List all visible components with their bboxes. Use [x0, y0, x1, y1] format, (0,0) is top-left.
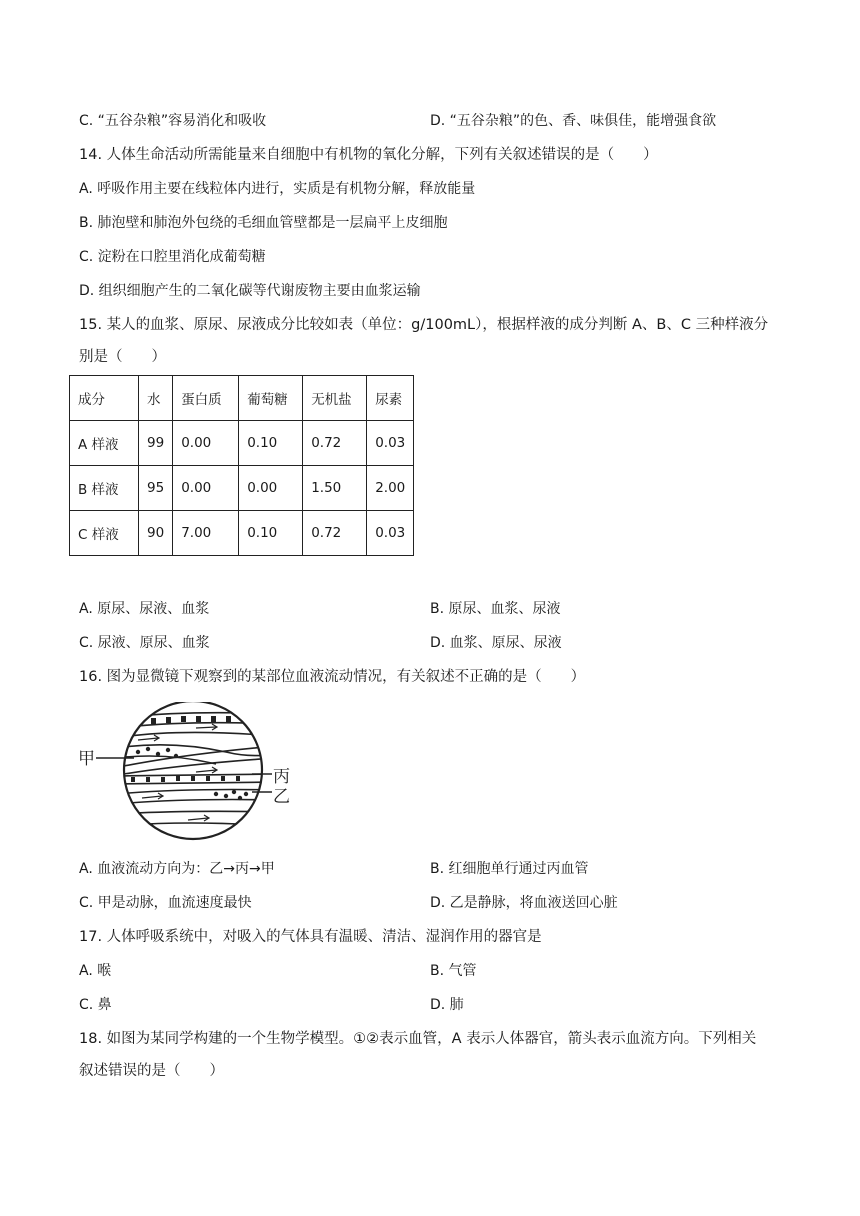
q15-option-b: B. 原尿、血浆、尿液: [430, 601, 561, 617]
q17-option-a: A. 喉: [79, 963, 112, 979]
table-cell: 0.72: [303, 511, 367, 556]
table-cell: C 样液: [70, 511, 139, 556]
q14-option-a: A. 呼吸作用主要在线粒体内进行，实质是有机物分解，释放能量: [79, 181, 476, 197]
table-cell: 1.50: [303, 466, 367, 511]
table-cell: 0.72: [303, 421, 367, 466]
q13-option-c: C. “五谷杂粮”容易消化和吸收: [79, 113, 267, 129]
table-cell: 0.00: [173, 466, 239, 511]
table-cell: 7.00: [173, 511, 239, 556]
table-header-cell: 无机盐: [303, 376, 367, 421]
table-cell: 0.10: [239, 511, 303, 556]
q14-option-b: B. 肺泡壁和肺泡外包绕的毛细血管壁都是一层扁平上皮细胞: [79, 215, 448, 231]
q16-option-b: B. 红细胞单行通过丙血管: [430, 861, 589, 877]
q18-stem-line2: 叙述错误的是（ ）: [79, 1063, 224, 1079]
table-header-cell: 葡萄糖: [239, 376, 303, 421]
q16-stem: 16. 图为显微镜下观察到的某部位血液流动情况，有关叙述不正确的是（ ）: [79, 669, 586, 685]
table-row: [70, 421, 414, 466]
q15-stem-line2: 别是（ ）: [79, 349, 166, 365]
q14-stem: 14. 人体生命活动所需能量来自细胞中有机物的氧化分解，下列有关叙述错误的是（ ）: [79, 147, 658, 163]
table-header-cell: 尿素: [367, 376, 414, 421]
q15-option-d: D. 血浆、原尿、尿液: [430, 635, 562, 651]
figure-label-jia: 甲: [78, 749, 95, 769]
figure-label-bing: 丙: [273, 767, 290, 787]
table-row: [70, 511, 414, 556]
table-cell: 0.00: [239, 466, 303, 511]
q17-stem: 17. 人体呼吸系统中，对吸入的气体具有温暖、清洁、湿润作用的器官是: [79, 929, 542, 945]
q14-option-d: D. 组织细胞产生的二氧化碳等代谢废物主要由血浆运输: [79, 283, 421, 299]
q17-option-b: B. 气管: [430, 963, 477, 979]
table-header-cell: 水: [139, 376, 173, 421]
table-cell: 2.00: [367, 466, 414, 511]
table-cell: 0.03: [367, 421, 414, 466]
table-header-cell: 成分: [70, 376, 139, 421]
table-row: [70, 466, 414, 511]
composition-table: [69, 375, 414, 556]
q17-option-d: D. 肺: [430, 997, 464, 1013]
table-cell: 0.00: [173, 421, 239, 466]
q15-option-a: A. 原尿、尿液、血浆: [79, 601, 210, 617]
q16-option-a: A. 血液流动方向为：乙→丙→甲: [79, 861, 275, 877]
q16-option-d: D. 乙是静脉，将血液送回心脏: [430, 895, 618, 911]
q16-option-c: C. 甲是动脉，血流速度最快: [79, 895, 252, 911]
figure-label-yi: 乙: [273, 787, 290, 807]
table-header-cell: 蛋白质: [173, 376, 239, 421]
table-cell: 95: [139, 466, 173, 511]
table-cell: A 样液: [70, 421, 139, 466]
q13-option-d: D. “五谷杂粮”的色、香、味俱佳，能增强食欲: [430, 113, 717, 129]
table-header-row: [70, 376, 414, 421]
table-cell: 99: [139, 421, 173, 466]
table-cell: B 样液: [70, 466, 139, 511]
q17-option-c: C. 鼻: [79, 997, 112, 1013]
table-cell: 0.10: [239, 421, 303, 466]
q18-stem-line1: 18. 如图为某同学构建的一个生物学模型。①②表示血管，A 表示人体器官，箭头表示血流方向。下列相关: [79, 1031, 757, 1047]
q15-option-c: C. 尿液、原尿、血浆: [79, 635, 210, 651]
table-cell: 90: [139, 511, 173, 556]
q15-stem-line1: 15. 某人的血浆、原尿、尿液成分比较如表（单位：g/100mL），根据样液的成分判断 A、B、C 三种样液分: [79, 317, 769, 333]
q14-option-c: C. 淀粉在口腔里消化成葡萄糖: [79, 249, 266, 265]
blood-vessel-figure: [76, 702, 306, 848]
table-cell: 0.03: [367, 511, 414, 556]
